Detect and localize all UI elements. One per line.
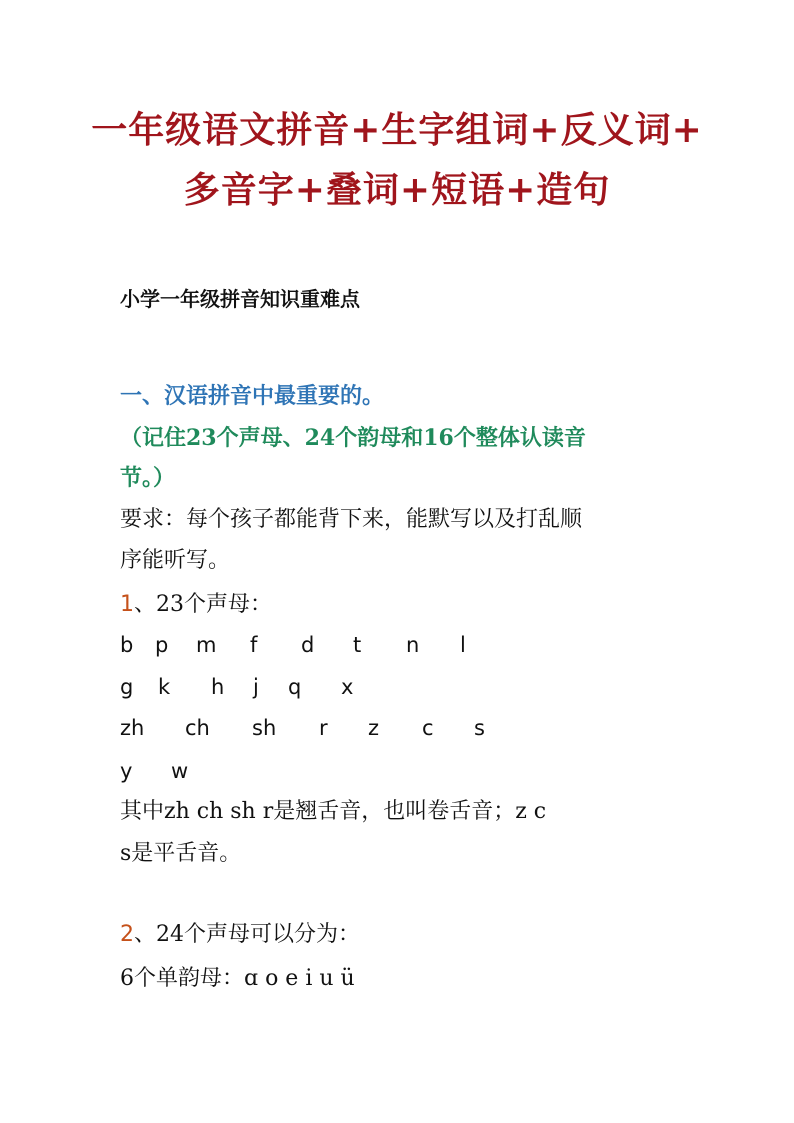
initial-letter: k	[158, 675, 171, 699]
item-2-heading	[120, 920, 360, 950]
initial-letter: ch	[185, 716, 210, 740]
document-title-line-2: 多音字+叠词+短语+造句	[183, 169, 611, 211]
item-1-description-line-2: s是平舌音。	[120, 841, 242, 866]
section-1-note-line-2: 节。）	[120, 465, 176, 491]
item-1-text: 、23个声母：	[134, 592, 272, 617]
initial-letter: r	[319, 716, 328, 740]
item-1-number: 1	[120, 592, 134, 617]
single-finals-line: 6个单韵母：ɑ o e i u ü	[120, 966, 355, 991]
initial-letter: y	[120, 759, 133, 783]
initial-letter: x	[341, 675, 354, 699]
initial-letter: g	[120, 675, 134, 699]
document-subtitle: 小学一年级拼音知识重难点	[120, 287, 360, 311]
initial-letter: l	[460, 633, 466, 657]
section-1-note-line-1: （记住23个声母、24个韵母和16个整体认读音	[120, 425, 586, 451]
initial-letter: t	[353, 633, 362, 657]
initial-letter: b	[120, 633, 134, 657]
item-2-text: 、24个声母可以分为：	[134, 922, 360, 947]
initial-letter: sh	[252, 716, 277, 740]
initial-letter: p	[155, 633, 169, 657]
initial-letter: c	[422, 716, 434, 740]
initial-letter: j	[253, 675, 259, 699]
initial-letter: f	[250, 633, 258, 657]
item-2-number: 2	[120, 922, 134, 947]
section-1-heading: 一、汉语拼音中最重要的。	[120, 383, 385, 409]
initial-letter: s	[474, 716, 485, 740]
initial-letter: z	[368, 716, 380, 740]
initial-letter: n	[406, 633, 420, 657]
initial-letter: q	[288, 675, 302, 699]
item-1-heading	[120, 590, 272, 620]
section-1-requirement-line-1: 要求：每个孩子都能背下来，能默写以及打乱顺	[120, 507, 583, 532]
initial-letter: m	[196, 633, 217, 657]
initial-letter: zh	[120, 716, 145, 740]
initial-letter: h	[211, 675, 225, 699]
item-1-description-line-1: 其中zh ch sh r是翘舌音，也叫卷舌音；z c	[120, 799, 547, 824]
initial-letter: w	[171, 759, 189, 783]
document-title-line-1: 一年级语文拼音+生字组词+反义词+	[91, 109, 703, 151]
section-1-requirement-line-2: 序能听写。	[120, 548, 231, 573]
initial-letter: d	[301, 633, 315, 657]
